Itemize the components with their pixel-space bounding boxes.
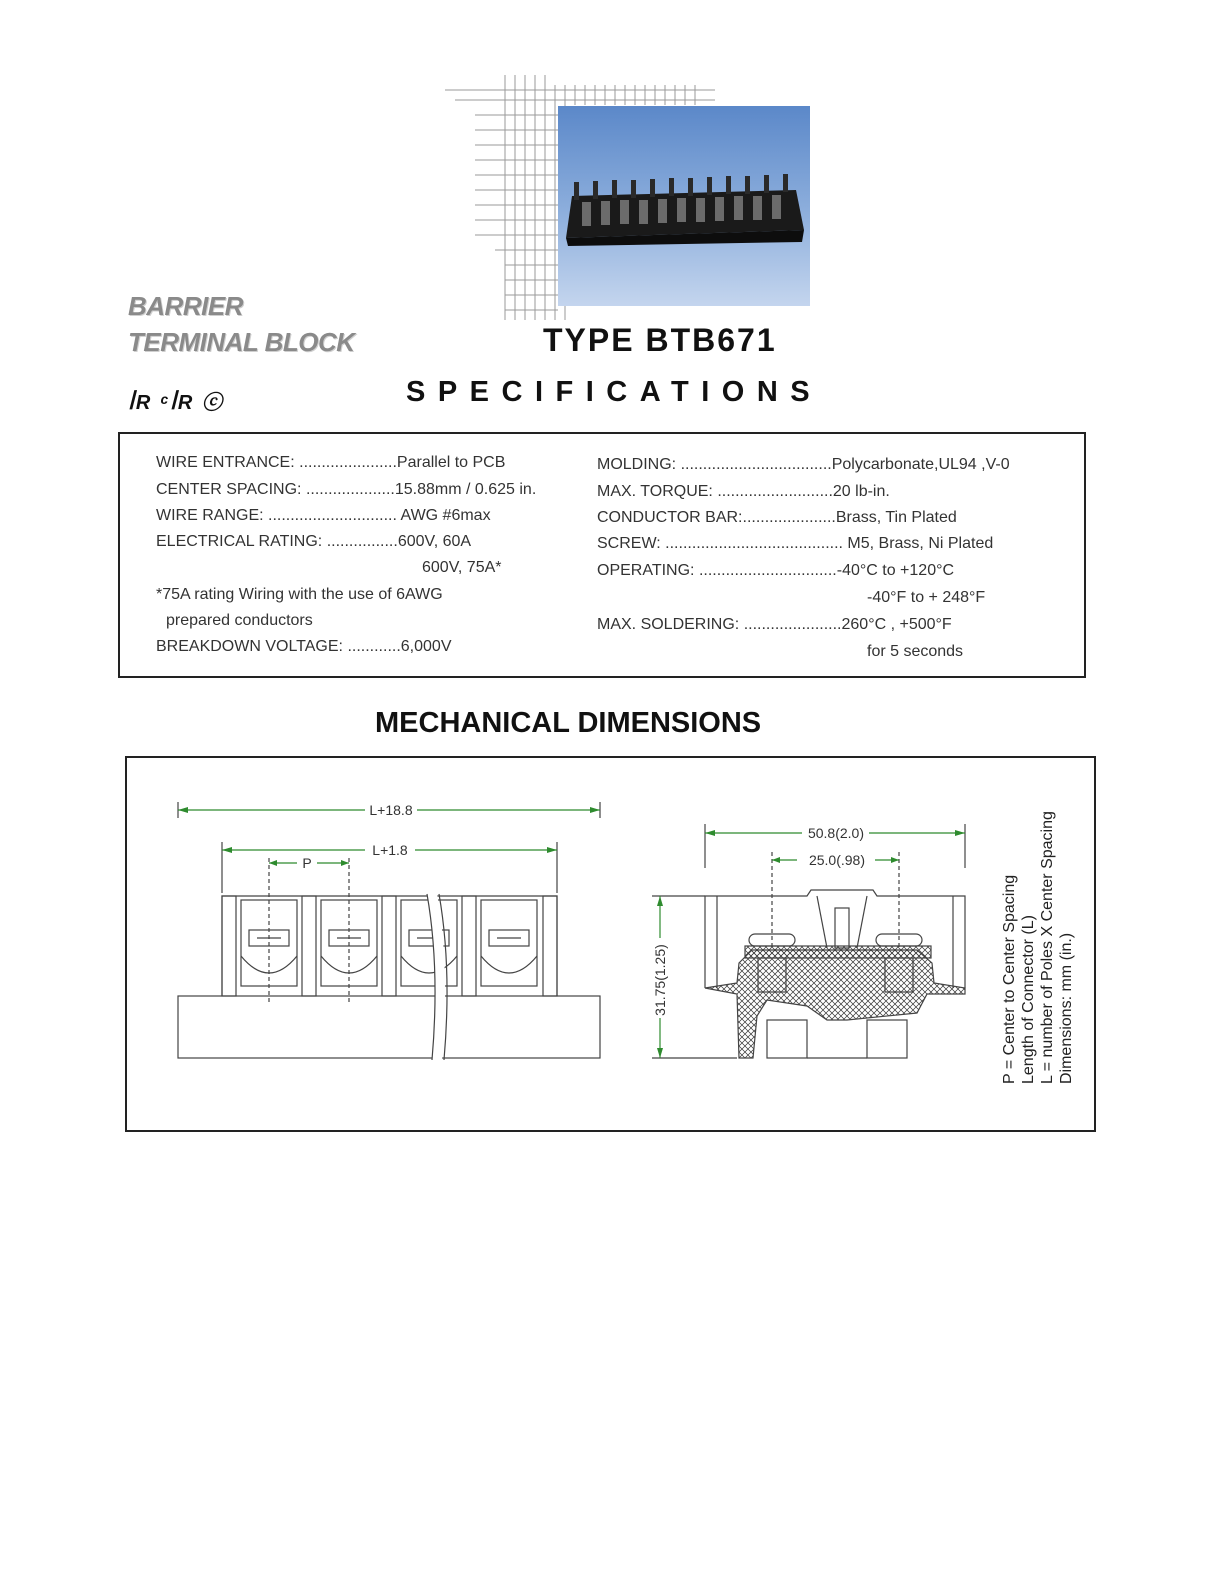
legend-line-4: Dimensions: mm (in.) — [1058, 932, 1075, 1084]
spec-operating-f: -40°F to + 248°F — [867, 589, 986, 606]
mechanical-dimensions-title: MECHANICAL DIMENSIONS — [375, 707, 762, 739]
legend-line-1: P = Center to Center Spacing — [1001, 874, 1018, 1084]
front-overall-length-label: L+18.8 — [369, 802, 413, 818]
certification-marks: ꟾR ᶜꟾR ⓒ — [128, 392, 224, 414]
spec-wire-entrance: WIRE ENTRANCE: ......................Parallel to PCB — [156, 454, 506, 471]
spec-footnote: *75A rating Wiring with the use of 6AWG — [156, 586, 443, 603]
spec-footnote-2: prepared conductors — [166, 612, 313, 629]
type-title: TYPE BTB671 — [543, 322, 777, 358]
mechanical-drawing-box — [125, 756, 1096, 1132]
product-line-2: TERMINAL BLOCK — [128, 327, 355, 357]
spec-center-spacing: CENTER SPACING: ....................15.88mm / 0.625 in. — [156, 481, 537, 498]
spec-screw: SCREW: ........................................ M5, Brass, Ni Plated — [597, 535, 994, 552]
spec-max-soldering: MAX. SOLDERING: ......................260°C , +500°F — [597, 616, 952, 633]
legend-line-3: L = number of Poles X Center Spacing — [1039, 811, 1056, 1084]
front-pitch-label: P — [302, 855, 312, 871]
spec-max-torque: MAX. TORQUE: ..........................20 lb-in. — [597, 483, 890, 500]
product-line-1: BARRIER — [128, 291, 243, 321]
mechanical-drawing — [127, 758, 1094, 1130]
terminal-block-image — [558, 106, 810, 306]
spec-soldering-time: for 5 seconds — [867, 643, 964, 660]
spec-wire-range: WIRE RANGE: ............................. AWG #6max — [156, 507, 491, 524]
spec-breakdown-voltage: BREAKDOWN VOLTAGE: ............6,000V — [156, 638, 452, 655]
side-height-label: 31.75(1.25) — [652, 944, 668, 1016]
spec-operating: OPERATING: ...............................-40°C to +120°C — [597, 562, 955, 579]
specifications-box — [118, 432, 1086, 678]
product-photo — [558, 106, 810, 306]
dimension-legend — [1001, 811, 1075, 1084]
legend-line-2: Length of Connector (L) — [1020, 915, 1037, 1084]
spec-electrical-rating-2: 600V, 75A* — [422, 559, 502, 576]
specifications-title: SPECIFICATIONS — [406, 376, 823, 408]
front-view — [178, 802, 600, 1060]
spec-electrical-rating: ELECTRICAL RATING: ................600V, 60A — [156, 533, 472, 550]
side-width-label: 50.8(2.0) — [807, 825, 865, 841]
front-inner-length-label: L+1.8 — [372, 842, 408, 858]
side-screw-spacing-label: 25.0(.98) — [808, 852, 866, 868]
spec-molding: MOLDING: ..................................Polycarbonate,UL94 ,V-0 — [597, 456, 1010, 473]
product-line-title — [128, 288, 355, 360]
spec-conductor-bar: CONDUCTOR BAR:.....................Brass, Tin Plated — [597, 509, 957, 526]
